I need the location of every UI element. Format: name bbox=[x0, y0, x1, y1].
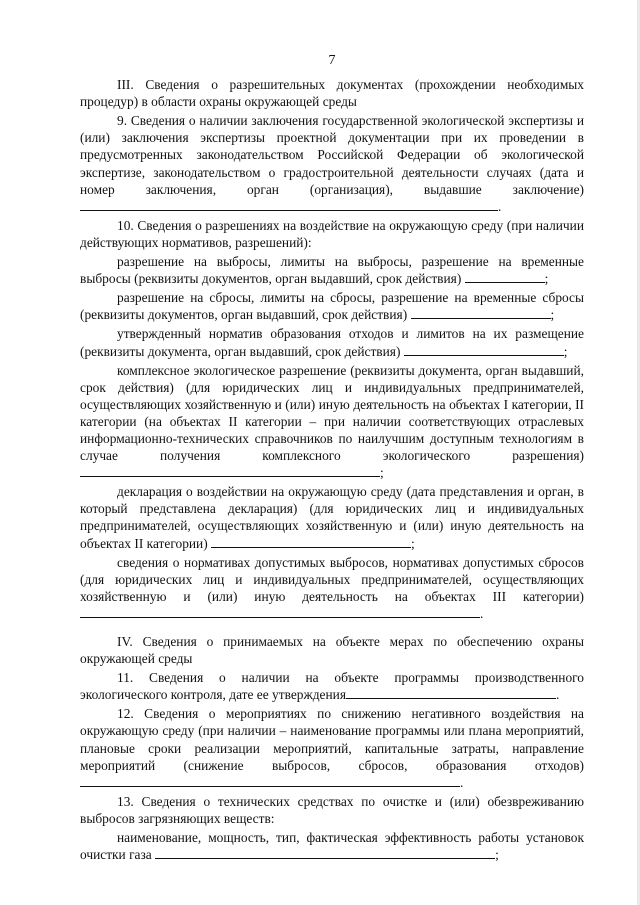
item-13-paragraph bbox=[80, 793, 584, 827]
fill-line bbox=[411, 306, 551, 319]
emissions-permit-paragraph bbox=[80, 253, 584, 287]
fill-line bbox=[80, 464, 380, 477]
item-11-text: 11. Сведения о наличии на объекте программы производственного экологического контроля, дате ее утверждения bbox=[80, 670, 584, 703]
document-page bbox=[80, 52, 584, 865]
complex-permit-paragraph bbox=[80, 362, 584, 482]
punctuation: ; bbox=[411, 535, 415, 551]
item-12-text: 12. Сведения о мероприятиях по снижению негативного воздействия на окружающую среду (при наличии – наименование программы или плана мероприятий, плановые сроки реализации мероприятий, капитальные затраты, направление мероприятий (снижение выбросов, сбросов, образования отходов) bbox=[80, 706, 584, 773]
punctuation: ; bbox=[550, 307, 555, 323]
punctuation: . bbox=[460, 774, 464, 790]
fill-line bbox=[404, 343, 564, 356]
emissions-permit-text: разрешение на выбросы, лимиты на выбросы, разрешение на временные выбросы (реквизиты документов, орган выдавший, срок действия) bbox=[80, 254, 584, 287]
punctuation: ; bbox=[563, 343, 568, 359]
punctuation: . bbox=[498, 198, 502, 214]
section-4-heading bbox=[80, 633, 584, 667]
punctuation: ; bbox=[380, 465, 384, 481]
item-11-paragraph bbox=[80, 669, 584, 703]
punctuation: ; bbox=[495, 847, 499, 863]
gas-cleaning-paragraph bbox=[80, 829, 584, 863]
waste-norm-paragraph bbox=[80, 325, 584, 359]
fill-line bbox=[346, 686, 556, 699]
discharges-permit-paragraph bbox=[80, 289, 584, 323]
fill-line bbox=[80, 774, 460, 787]
item-10-text: 10. Сведения о разрешениях на воздействие на окружающую среду (при наличии действующих нормативов, разрешений): bbox=[80, 217, 584, 250]
item-9-text: 9. Сведения о наличии заключения государственной экологической экспертизы и (или) заключения экспертизы проектной документации при их проведении в предусмотренных законодательством Российской Федерации об экологической экспертизе, законодательством о градостроительной деятельности случаях (дата и номер заключения, орган (организация), выдавшие заключение) bbox=[80, 113, 584, 197]
declaration-text: декларация о воздействии на окружающую среду (дата представления и орган, в который представлена декларация) (для юридических лиц и индивидуальных предпринимателей, осуществляющих хозяйственную и (или) иную деятельность на объектах II категории) bbox=[80, 484, 584, 551]
item-13-text: 13. Сведения о технических средствах по очистке и (или) обезвреживанию выбросов загрязняющих веществ: bbox=[80, 793, 584, 826]
fill-line bbox=[80, 198, 498, 211]
item-9-paragraph bbox=[80, 112, 584, 215]
page-number: 7 bbox=[328, 53, 336, 68]
punctuation: . bbox=[555, 687, 560, 703]
gas-cleaning-text: наименование, мощность, тип, фактическая эффективность работы установок очистки газа bbox=[80, 830, 584, 863]
punctuation: ; bbox=[544, 271, 549, 287]
item-12-paragraph bbox=[80, 705, 584, 790]
section-3-heading-text: III. Сведения о разрешительных документах (прохождении необходимых процедур) в области охраны окружающей среды bbox=[80, 77, 584, 110]
complex-permit-text: комплексное экологическое разрешение (реквизиты документа, орган выдавший, срок действия) (для юридических лиц и индивидуальных предпринимателей, осуществляющих хозяйственную и (или) иную деятельность на объектах I категории, II категории (на объектах II категории – при наличии соответствующих отраслевых информационно-технических справочников по наилучшим доступным технологиям в случае получения комплексного экологического разрешения) bbox=[80, 362, 584, 464]
declaration-paragraph bbox=[80, 483, 584, 551]
norms-text: сведения о нормативах допустимых выбросов, нормативах допустимых сбросов (для юридических лиц и индивидуальных предпринимателей, осуществляющих хозяйственную и (или) иную деятельность на объектах III категории) bbox=[80, 554, 584, 604]
item-10-paragraph bbox=[80, 217, 584, 251]
fill-line bbox=[465, 270, 545, 283]
fill-line bbox=[80, 605, 480, 618]
fill-line bbox=[211, 535, 411, 548]
waste-norm-text: утвержденный норматив образования отходов и лимитов на их размещение (реквизиты документа, орган выдавший, срок действия) bbox=[80, 326, 584, 359]
section-4-heading-text: IV. Сведения о принимаемых на объекте мерах по обеспечению охраны окружающей среды bbox=[80, 634, 584, 667]
discharges-permit-text: разрешение на сбросы, лимиты на сбросы, разрешение на временные сбросы (реквизиты документов, орган выдавший, срок действия) bbox=[80, 290, 584, 323]
norms-paragraph bbox=[80, 554, 584, 622]
section-3-heading bbox=[80, 76, 584, 110]
fill-line bbox=[155, 846, 495, 859]
punctuation: . bbox=[480, 605, 484, 621]
